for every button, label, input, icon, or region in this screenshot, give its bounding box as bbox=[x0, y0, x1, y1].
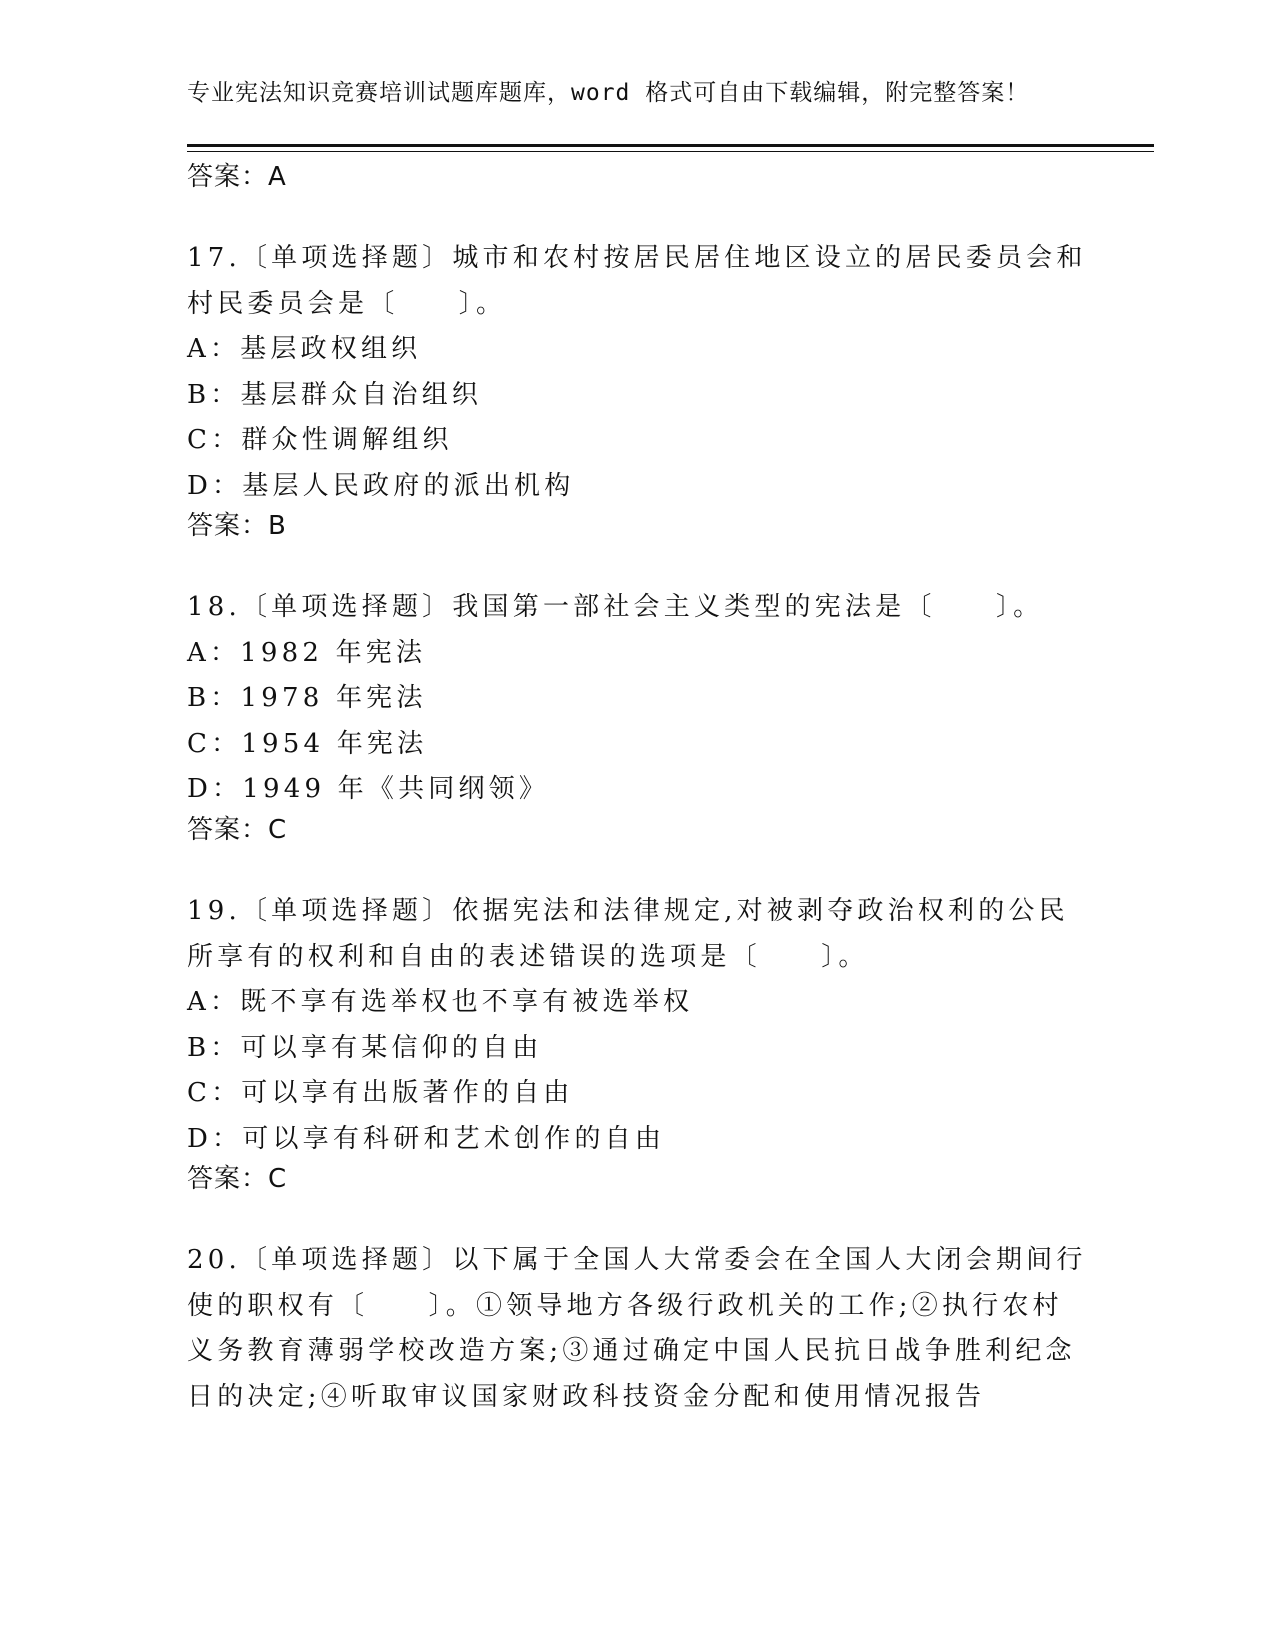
option-c: C：1954 年宪法 bbox=[187, 728, 428, 759]
answer-line: 答案：C bbox=[187, 1164, 288, 1194]
question-19 bbox=[187, 889, 1087, 1162]
header-rule-thick bbox=[187, 144, 1154, 147]
page-header: 专业宪法知识竞赛培训试题库题库，word 格式可自由下载编辑，附完整答案！ bbox=[187, 80, 1030, 106]
option-a: A：1982 年宪法 bbox=[187, 637, 427, 668]
question-stem: 19.〔单项选择题〕依据宪法和法律规定,对被剥夺政治权利的公民所享有的权利和自由的表述错误的选项是〔 〕。 bbox=[187, 896, 1069, 972]
question-stem: 18.〔单项选择题〕我国第一部社会主义类型的宪法是〔 〕。 bbox=[187, 592, 1044, 622]
option-d: D：1949 年《共同纲领》 bbox=[187, 774, 550, 804]
option-a: A：基层政权组织 bbox=[187, 334, 422, 364]
question-17 bbox=[187, 236, 1087, 509]
option-a: A：既不享有选举权也不享有被选举权 bbox=[187, 987, 694, 1017]
question-stem: 20.〔单项选择题〕以下属于全国人大常委会在全国人大闭会期间行使的职权有〔 〕。①领导地方各级行政机关的工作;②执行农村义务教育薄弱学校改造方案;③通过确定中国人民抗日战争胜利纪念日的决定;④听取审议国家财政科技资金分配和使用情况报告 bbox=[187, 1245, 1087, 1412]
question-stem: 17.〔单项选择题〕城市和农村按居民居住地区设立的居民委员会和村民委员会是〔 〕。 bbox=[187, 243, 1087, 319]
option-c: C：群众性调解组织 bbox=[187, 425, 453, 455]
option-b: B：可以享有某信仰的自由 bbox=[187, 1032, 543, 1063]
answer-line: 答案：B bbox=[187, 511, 287, 541]
option-d: D：可以享有科研和艺术创作的自由 bbox=[187, 1123, 666, 1154]
header-rule-thin bbox=[187, 151, 1154, 152]
option-b: B：1978 年宪法 bbox=[187, 683, 427, 713]
question-20 bbox=[187, 1238, 1087, 1420]
option-b: B：基层群众自治组织 bbox=[187, 379, 483, 410]
question-18 bbox=[187, 585, 1087, 813]
option-d: D：基层人民政府的派出机构 bbox=[187, 470, 575, 501]
option-c: C：可以享有出版著作的自由 bbox=[187, 1078, 574, 1108]
answer-line: 答案：C bbox=[187, 815, 288, 845]
answer-line: 答案：A bbox=[187, 162, 287, 192]
